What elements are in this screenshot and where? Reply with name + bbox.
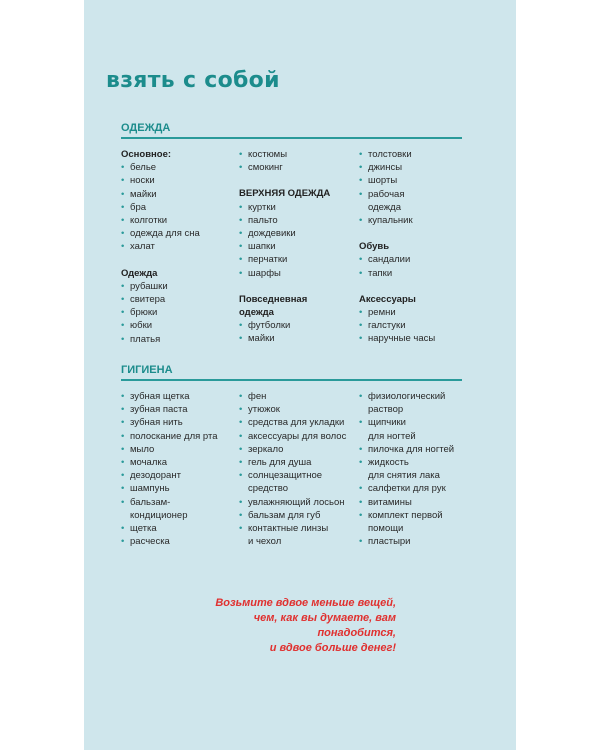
list-item: • наручные часы xyxy=(359,332,469,345)
list-item-continuation: для ногтей xyxy=(368,430,416,442)
list-item: • свитера xyxy=(121,293,236,306)
page-title: взять с собой xyxy=(106,68,280,93)
list-item: • белье xyxy=(121,161,236,174)
list-item: • колготки xyxy=(121,214,236,227)
list-item: • дезодорант xyxy=(121,469,236,482)
list-item: • шорты xyxy=(359,174,469,187)
list-item-continuation: средство xyxy=(248,483,288,495)
list-item: • бальзам- xyxy=(121,496,236,509)
list-heading: Одежда xyxy=(121,267,158,279)
list-item: • галстуки xyxy=(359,319,469,332)
list-item: • шампунь xyxy=(121,482,236,495)
list-item: • мыло xyxy=(121,443,236,456)
list-item: • смокинг xyxy=(239,161,354,174)
footer-line: и вдвое больше денег! xyxy=(269,642,396,654)
list-item: • костюмы xyxy=(239,148,354,161)
list-item: • платья xyxy=(121,333,236,346)
list-heading: одежда xyxy=(239,307,274,319)
list-item: • ремни xyxy=(359,306,469,319)
list-item: • зеркало xyxy=(239,443,357,456)
list-item: • комплект первой xyxy=(359,509,474,522)
clothing-column-2 xyxy=(239,148,354,346)
list-item-continuation: помощи xyxy=(368,523,404,535)
list-item: • щипчики xyxy=(359,416,474,429)
list-item: • юбки xyxy=(121,319,236,332)
list-item: • увлажняющий лосьон xyxy=(239,496,357,509)
list-item: • пилочка для ногтей xyxy=(359,443,474,456)
list-item: • средства для укладки xyxy=(239,416,357,429)
list-item: • куртки xyxy=(239,201,354,214)
list-item: • дождевики xyxy=(239,227,354,240)
list-item: • купальник xyxy=(359,214,469,227)
list-item: • брюки xyxy=(121,306,236,319)
list-item: • зубная щетка xyxy=(121,390,236,403)
hygiene-section-heading xyxy=(121,362,462,381)
clothing-column-3 xyxy=(359,148,469,346)
list-item: • рубашки xyxy=(121,280,236,293)
list-item: • утюжок xyxy=(239,403,357,416)
list-item: • витамины xyxy=(359,496,474,509)
list-item: • шапки xyxy=(239,240,354,253)
list-item: • физиологический xyxy=(359,390,474,403)
clothing-section-heading xyxy=(121,120,462,139)
footer-line: Возьмите вдвое меньше вещей, xyxy=(215,597,396,609)
list-heading: Повседневная xyxy=(239,293,308,305)
list-item: • рабочая xyxy=(359,188,469,201)
list-item-continuation: раствор xyxy=(368,404,404,416)
list-item-continuation: кондиционер xyxy=(130,509,188,521)
list-item: • перчатки xyxy=(239,253,354,266)
list-item: • джинсы xyxy=(359,161,469,174)
list-item: • тапки xyxy=(359,267,469,280)
hygiene-column-2 xyxy=(239,390,357,548)
list-item: • пальто xyxy=(239,214,354,227)
hygiene-heading-text: ГИГИЕНА xyxy=(121,364,173,376)
list-item: • щетка xyxy=(121,522,236,535)
list-item: • футболки xyxy=(239,319,354,332)
hygiene-column-1 xyxy=(121,390,236,548)
list-item: • бальзам для губ xyxy=(239,509,357,522)
list-item: • пластыри xyxy=(359,535,474,548)
list-item: • гель для душа xyxy=(239,456,357,469)
list-item: • салфетки для рук xyxy=(359,482,474,495)
list-item: • сандалии xyxy=(359,253,469,266)
list-item-continuation: для снятия лака xyxy=(368,470,440,482)
list-item: • контактные линзы xyxy=(239,522,357,535)
list-item: • солнцезащитное xyxy=(239,469,357,482)
list-heading: Основное: xyxy=(121,149,172,160)
list-heading: ВЕРХНЯЯ ОДЕЖДА xyxy=(239,188,331,200)
list-item: • халат xyxy=(121,240,236,253)
list-item: • бра xyxy=(121,201,236,214)
list-heading: Аксессуары xyxy=(359,293,416,305)
list-item: • аксессуары для волос xyxy=(239,430,357,443)
list-item: • майки xyxy=(121,188,236,201)
list-item: • одежда для сна xyxy=(121,227,236,240)
list-item: • носки xyxy=(121,174,236,187)
list-item: • зубная нить xyxy=(121,416,236,429)
list-item: • фен xyxy=(239,390,357,403)
list-item: • жидкость xyxy=(359,456,474,469)
list-item: • зубная паста xyxy=(121,403,236,416)
list-item-continuation: одежда xyxy=(368,201,401,213)
footer-line: чем, как вы думаете, вам понадобится, xyxy=(253,612,396,639)
list-item: • толстовки xyxy=(359,148,469,161)
list-item: • шарфы xyxy=(239,267,354,280)
list-item: • расческа xyxy=(121,535,236,548)
list-item: • полоскание для рта xyxy=(121,430,236,443)
clothing-heading-text: ОДЕЖДА xyxy=(121,122,171,134)
list-item-continuation: и чехол xyxy=(248,536,282,548)
list-item: • майки xyxy=(239,332,354,345)
footer-advice xyxy=(180,596,396,656)
clothing-column-1 xyxy=(121,148,236,346)
list-item: • мочалка xyxy=(121,456,236,469)
list-heading: Обувь xyxy=(359,241,390,253)
hygiene-column-3 xyxy=(359,390,474,548)
